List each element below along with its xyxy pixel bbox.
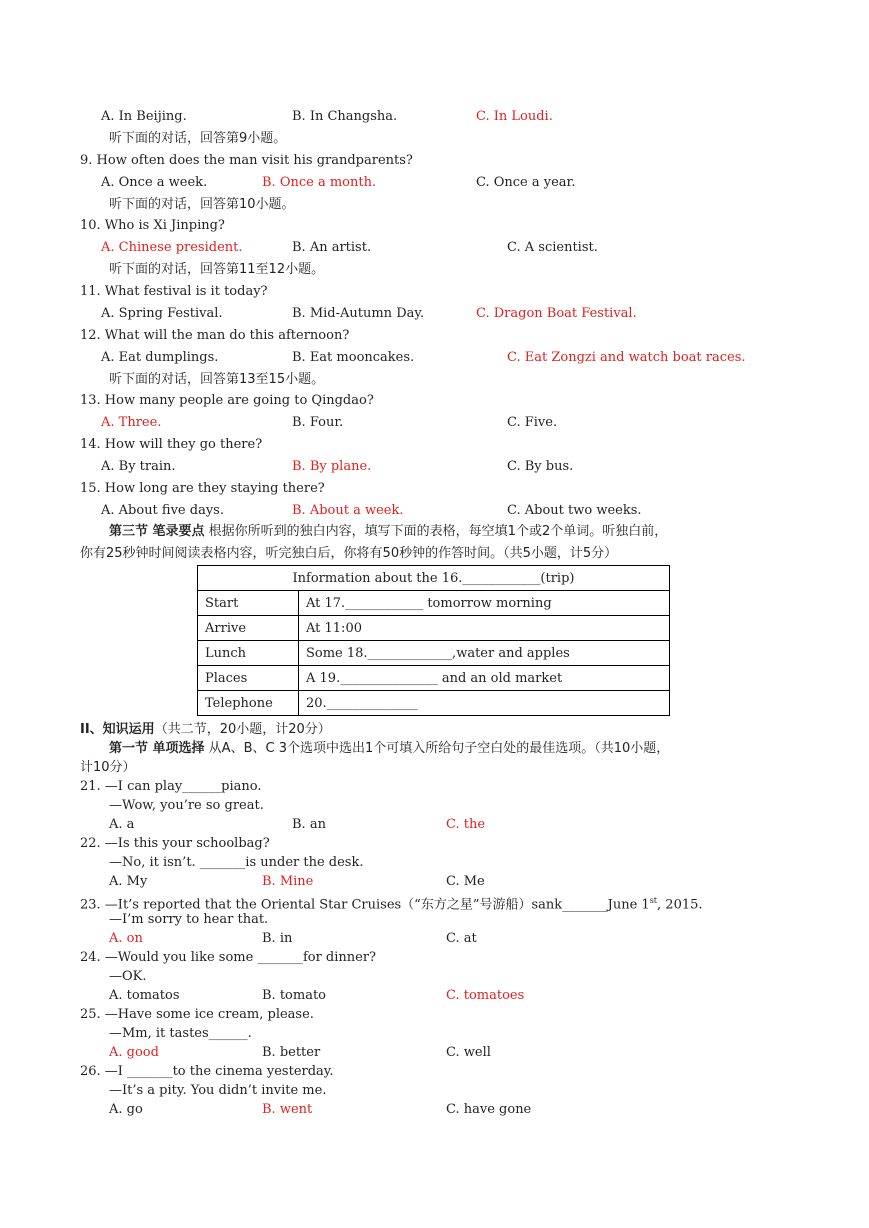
- section3-heading: 第三节 笔录要点: [109, 524, 205, 539]
- q10-option-a: A. Chinese president.: [101, 240, 243, 255]
- intro-q13-15: 听下面的对话，回答第13至15小题。: [109, 372, 325, 387]
- q8-option-b: B. In Changsha.: [292, 109, 398, 124]
- q24-option-b: B. tomato: [262, 988, 326, 1003]
- q23-option-c: C. at: [446, 931, 477, 946]
- q26-option-b: B. went: [262, 1102, 313, 1117]
- q21-reply: —Wow, you’re so great.: [109, 798, 264, 813]
- q9-text: 9. How often does the man visit his grandparents?: [80, 153, 413, 168]
- q24-reply: —OK.: [109, 969, 147, 984]
- q21-option-b: B. an: [292, 817, 326, 832]
- q25-option-a: A. good: [109, 1045, 159, 1060]
- q23-option-b: B. in: [262, 931, 293, 946]
- q25-option-c: C. well: [446, 1045, 491, 1060]
- row-value: 20.______________: [299, 691, 670, 716]
- row-label: Places: [198, 666, 299, 691]
- q13-option-a: A. Three.: [101, 415, 162, 430]
- q13-option-b: B. Four.: [292, 415, 344, 430]
- table-row: [198, 641, 670, 666]
- q15-text: 15. How long are they staying there?: [80, 481, 325, 496]
- q14-text: 14. How will they go there?: [80, 437, 263, 452]
- section3-instruction-line1: [109, 523, 667, 541]
- q25-option-b: B. better: [262, 1045, 321, 1060]
- q23-text-end: , 2015.: [657, 897, 703, 913]
- row-label: Arrive: [198, 616, 299, 641]
- q21-option-c: C. the: [446, 817, 486, 832]
- row-label: Lunch: [198, 641, 299, 666]
- q23-text-main: 23. —It’s reported that the Oriental Star Cruises（“东方之星”号游船）sank_______June 1: [80, 897, 650, 913]
- q22-option-b: B. Mine: [262, 874, 314, 889]
- table-title: Information about the 16.____________(trip): [198, 566, 670, 591]
- section3-instruction-line2: 你有25秒钟时间阅读表格内容，听完独白后，你将有50秒钟的作答时间。（共5小题，计5分）: [80, 546, 618, 561]
- q26-option-c: C. have gone: [446, 1102, 532, 1117]
- q26-reply: —It’s a pity. You didn’t invite me.: [109, 1083, 327, 1098]
- section1-heading: 第一节 单项选择: [109, 741, 205, 756]
- q12-text: 12. What will the man do this afternoon?: [80, 328, 350, 343]
- q25-text: 25. —Have some ice cream, please.: [80, 1007, 314, 1022]
- q15-option-a: A. About five days.: [101, 503, 224, 518]
- q23-superscript: st: [649, 896, 658, 905]
- section1-instruction-line2: 计10分）: [80, 760, 136, 775]
- q23-reply: —I’m sorry to hear that.: [109, 912, 269, 927]
- q11-option-c: C. Dragon Boat Festival.: [476, 306, 637, 321]
- q12-option-c: C. Eat Zongzi and watch boat races.: [507, 350, 746, 365]
- q26-text: 26. —I _______to the cinema yesterday.: [80, 1064, 334, 1079]
- intro-q11-12: 听下面的对话，回答第11至12小题。: [109, 262, 325, 277]
- q22-text: 22. —Is this your schoolbag?: [80, 836, 270, 851]
- row-label: Telephone: [198, 691, 299, 716]
- intro-q10: 听下面的对话，回答第10小题。: [109, 197, 295, 212]
- section1-instruction: 从A、B、C 3个选项中选出1个可填入所给句子空白处的最佳选项。（共10小题，: [208, 741, 670, 756]
- q8-option-a: A. In Beijing.: [101, 109, 187, 124]
- q12-option-b: B. Eat mooncakes.: [292, 350, 415, 365]
- q24-option-c: C. tomatoes: [446, 988, 525, 1003]
- q9-option-b: B. Once a month.: [262, 175, 377, 190]
- q10-option-b: B. An artist.: [292, 240, 372, 255]
- q14-option-b: B. By plane.: [292, 459, 372, 474]
- q9-option-c: C. Once a year.: [476, 175, 576, 190]
- notes-table: [197, 565, 670, 716]
- table-row: [198, 616, 670, 641]
- section1-instruction-line1: [109, 740, 669, 758]
- row-value: A 19._______________ and an old market: [299, 666, 670, 691]
- q14-option-c: C. By bus.: [507, 459, 574, 474]
- table-title-row: [198, 566, 670, 591]
- q10-option-c: C. A scientist.: [507, 240, 598, 255]
- intro-q9: 听下面的对话，回答第9小题。: [109, 131, 287, 146]
- table-row: [198, 691, 670, 716]
- q25-reply: —Mm, it tastes______.: [109, 1026, 252, 1041]
- q22-reply: —No, it isn’t. _______is under the desk.: [109, 855, 364, 870]
- q10-text: 10. Who is Xi Jinping?: [80, 218, 225, 233]
- part2-heading-line: [80, 721, 331, 739]
- q11-option-b: B. Mid-Autumn Day.: [292, 306, 425, 321]
- q22-option-a: A. My: [109, 874, 148, 889]
- q8-option-c: C. In Loudi.: [476, 109, 553, 124]
- row-value: At 11:00: [299, 616, 670, 641]
- q11-text: 11. What festival is it today?: [80, 284, 268, 299]
- table-row: [198, 591, 670, 616]
- q15-option-c: C. About two weeks.: [507, 503, 642, 518]
- q23-option-a: A. on: [109, 931, 143, 946]
- q14-option-a: A. By train.: [101, 459, 176, 474]
- q22-option-c: C. Me: [446, 874, 485, 889]
- row-label: Start: [198, 591, 299, 616]
- part2-heading: II、知识运用: [80, 722, 155, 737]
- q9-option-a: A. Once a week.: [101, 175, 208, 190]
- q15-option-b: B. About a week.: [292, 503, 404, 518]
- q11-option-a: A. Spring Festival.: [101, 306, 223, 321]
- part2-heading-note: （共二节，20小题，计20分）: [154, 722, 331, 737]
- q24-option-a: A. tomatos: [109, 988, 180, 1003]
- q12-option-a: A. Eat dumplings.: [101, 350, 219, 365]
- table-row: [198, 666, 670, 691]
- q24-text: 24. —Would you like some _______for dinner?: [80, 950, 377, 965]
- row-value: Some 18._____________,water and apples: [299, 641, 670, 666]
- section3-instruction: 根据你所听到的独白内容，填写下面的表格，每空填1个或2个单词。听独白前，: [208, 524, 668, 539]
- q21-text: 21. —I can play______piano.: [80, 779, 262, 794]
- q21-option-a: A. a: [109, 817, 135, 832]
- q13-option-c: C. Five.: [507, 415, 558, 430]
- q26-option-a: A. go: [109, 1102, 143, 1117]
- q23-text: [80, 892, 703, 913]
- row-value: At 17.____________ tomorrow morning: [299, 591, 670, 616]
- q13-text: 13. How many people are going to Qingdao?: [80, 393, 374, 408]
